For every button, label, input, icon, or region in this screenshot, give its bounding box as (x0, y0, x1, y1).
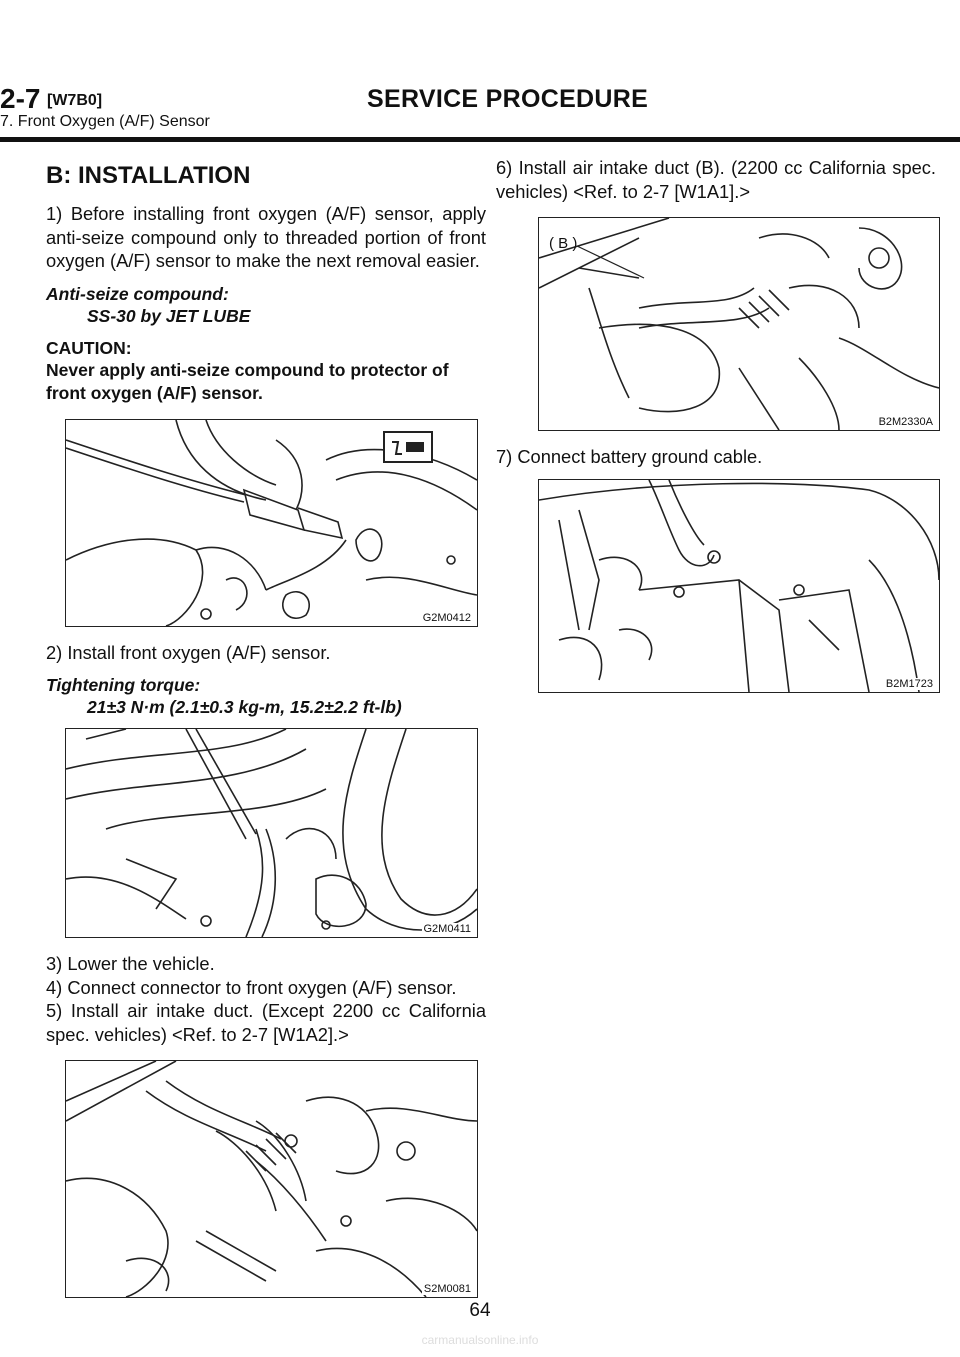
figure-air-intake-duct-b (538, 217, 940, 431)
torque-value: 21±3 N·m (2.1±0.3 kg-m, 15.2±2.2 ft-lb) (87, 697, 402, 717)
step-3: 3) Lower the vehicle. (46, 953, 215, 974)
section-number: 2-7 (0, 83, 41, 114)
figure-air-intake-duct (65, 1060, 478, 1298)
figure-oxygen-sensor-compound (65, 419, 478, 627)
left-column (46, 156, 486, 1298)
battery-ground-cable-illustration (539, 480, 939, 692)
section-heading: B: INSTALLATION (46, 162, 251, 189)
figure-code: B2M2330A (878, 416, 933, 428)
header-rule (0, 137, 960, 142)
sensor-compound-illustration (66, 420, 477, 626)
caution-heading: CAUTION: (46, 337, 132, 358)
section-title: SERVICE PROCEDURE (367, 85, 649, 113)
figure-code: G2M0412 (422, 611, 471, 624)
compound-value: SS-30 by JET LUBE (87, 305, 251, 326)
figure-code: G2M0411 (423, 923, 471, 935)
step-7: 7) Connect battery ground cable. (496, 446, 763, 467)
section-subtitle: 7. Front Oxygen (A/F) Sensor (0, 113, 210, 130)
step-5: 5) Install air intake duct. (Except 2200 cc California spec. vehicles) <Ref. to 2-7 [W1A2].> (46, 1000, 486, 1045)
air-intake-duct-b-illustration (539, 218, 939, 430)
step-1: 1) Before installing front oxygen (A/F) sensor, apply anti-seize compound only to threaded portion of front oxygen (A/F) sensor to make the next removal easier. (46, 203, 486, 271)
sensor-install-illustration (66, 729, 477, 937)
figure-battery-ground-cable (538, 479, 940, 693)
figure-callout-b: ( B ) (549, 235, 578, 252)
section-code: [W7B0] (47, 92, 103, 109)
figure-code: S2M0081 (423, 1283, 471, 1295)
right-column (496, 156, 936, 693)
step-2: 2) Install front oxygen (A/F) sensor. (46, 641, 331, 663)
step-6: 6) Install air intake duct (B). (2200 cc California spec. vehicles) <Ref. to 2-7 [W1A1].> (496, 157, 936, 202)
air-intake-duct-illustration (66, 1061, 477, 1297)
figure-oxygen-sensor-install (65, 728, 478, 938)
watermark: carmanualsonline.info (421, 1333, 539, 1347)
step-4: 4) Connect connector to front oxygen (A/F) sensor. (46, 976, 457, 998)
page-number: 64 (469, 1300, 491, 1321)
torque-label: Tightening torque: (46, 675, 201, 695)
compound-label: Anti-seize compound: (46, 283, 229, 304)
caution-text: Never apply anti-seize compound to protector of front oxygen (A/F) sensor. (46, 359, 449, 403)
figure-code: B2M1723 (885, 677, 933, 690)
